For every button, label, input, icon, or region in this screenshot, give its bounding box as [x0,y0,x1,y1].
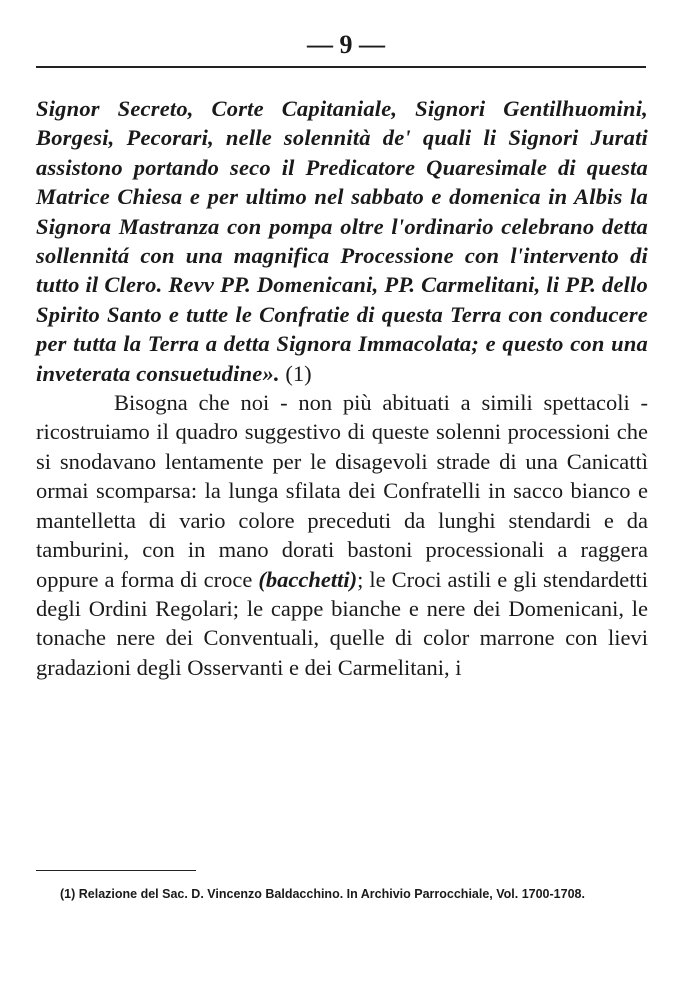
emphasized-term: (bacchetti) [258,566,358,592]
footnote-reference: (1) [279,360,312,386]
paragraph-text-end: ; le Croci astili e gli stendardetti degli Ordini Regolari; le cappe bianche e nere dei Domenicani, le tonache nere dei Conventuali, quelle di color marrone con lievi gradazioni degli Osservanti e dei Carmelitani, i [36,566,648,680]
header-rule [36,66,646,68]
paragraph [36,388,648,682]
footnote-rule [36,870,196,871]
paragraph-text-start: Bisogna che noi - non più abituati a simili spettacoli - ricostruiamo il quadro suggestivo di queste solenni processioni che si snodavano lentamente per le disagevoli strade di una Canicattì ormai scomparsa: la lunga sfilata dei Confratelli in sacco bianco e mantelletta di vario colore preceduti da lunghi stendardi e da tamburini, con in mano dorati bastoni processionali a raggera oppure a forma di croce [36,390,648,592]
body-text [36,94,648,682]
page-number: — 9 — [307,30,385,59]
footnote: (1) Relazione del Sac. D. Vincenzo Baldacchino. In Archivio Parrocchiale, Vol. 1700-1708. [60,887,585,901]
quoted-passage: Signor Secreto, Corte Capitaniale, Signori Gentilhuomini, Borgesi, Pecorari, nelle solennità de' quali li Signori Jurati assistono portando seco il Predicatore Quaresimale di questa Matrice Chiesa e per ultimo nel sabbato e domenica in Albis la Signora Mastranza con pompa oltre l'ordinario celebrano detta sollennitá con una magnifica Processione con l'intervento di tutto il Clero. Revv PP. Domenicani, PP. Carmelitani, li PP. dello Spirito Santo e tutte le Confratie di questa Terra con conducere per tutta la Terra a detta Signora Immacolata; e questo con una inveterata consuetudine». [36,96,648,386]
